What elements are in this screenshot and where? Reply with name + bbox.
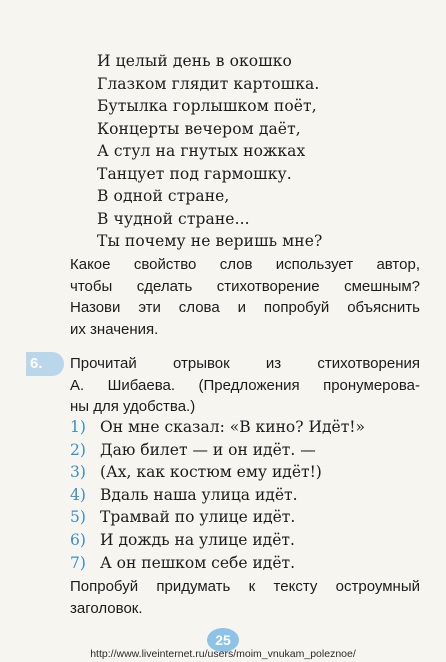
question-line: Какое свойство слов использует автор, xyxy=(70,256,420,273)
sentence-row xyxy=(70,416,365,439)
sentence-number: 2) xyxy=(70,440,86,459)
sentence-row xyxy=(70,461,365,484)
question-line: их значения. xyxy=(70,320,159,338)
watermark-url: http://www.liveinternet.ru/users/moim_vnukam_poleznoe/ xyxy=(90,648,356,660)
poem-line: А стул на гнутых ножках xyxy=(97,142,306,160)
sentence-row xyxy=(70,439,365,462)
final-question-line: заголовок. xyxy=(70,599,143,617)
question-paragraph xyxy=(70,254,420,340)
sentence-row xyxy=(70,484,365,507)
sentence-row xyxy=(70,506,365,529)
task-intro-line: ны для удобства.) xyxy=(70,398,196,415)
final-question xyxy=(70,576,420,619)
sentence-number: 4) xyxy=(70,485,86,504)
sentence-number: 5) xyxy=(70,508,86,527)
final-question-line: Попробуй придумать к тексту остроумный xyxy=(70,578,420,595)
sentence-text: Вдаль наша улица идёт. xyxy=(100,485,298,504)
page-number: 25 xyxy=(207,628,239,652)
poem-line: Танцует под гармошку. xyxy=(97,164,292,183)
sentence-number: 3) xyxy=(70,463,86,482)
numbered-sentences xyxy=(70,416,365,574)
sentence-number: 6) xyxy=(70,530,86,549)
sentence-text: (Ах, как костюм ему идёт!) xyxy=(100,463,322,482)
sentence-text: Трамвай по улице идёт. xyxy=(100,508,296,527)
poem-line: Глазком глядит картошка. xyxy=(97,74,320,93)
question-line: чтобы сделать стихотворение смешным? xyxy=(70,277,420,295)
task-intro-line: Прочитай отрывок из стихотворения xyxy=(70,355,420,372)
question-line: Назови эти слова и попробуй объяснить xyxy=(70,299,420,316)
sentence-row xyxy=(70,529,365,552)
sentence-row xyxy=(70,552,365,575)
sentence-text: Он мне сказал: «В кино? Идёт!» xyxy=(100,418,365,436)
poem-line: Концерты вечером даёт, xyxy=(97,119,301,138)
sentence-text: И дождь на улице идёт. xyxy=(100,530,295,549)
sentence-number: 7) xyxy=(70,553,86,572)
sentence-text: А он пешком себе идёт. xyxy=(100,553,296,572)
sentence-text: Даю билет — и он идёт. — xyxy=(100,440,316,459)
poem-line: Бутылка горлышком поёт, xyxy=(97,97,317,115)
poem-line: Ты почему не веришь мне? xyxy=(97,232,323,250)
task-number-badge: 6. xyxy=(26,352,64,376)
task-intro xyxy=(70,353,420,418)
poem-line: В чудной стране... xyxy=(97,209,250,228)
task-intro-line: А. Шибаева. (Предложения пронумерова- xyxy=(70,376,420,394)
poem-line: В одной стране, xyxy=(97,187,230,205)
poem xyxy=(97,50,322,253)
poem-line: И целый день в окошко xyxy=(97,52,292,70)
sentence-number: 1) xyxy=(70,418,86,436)
